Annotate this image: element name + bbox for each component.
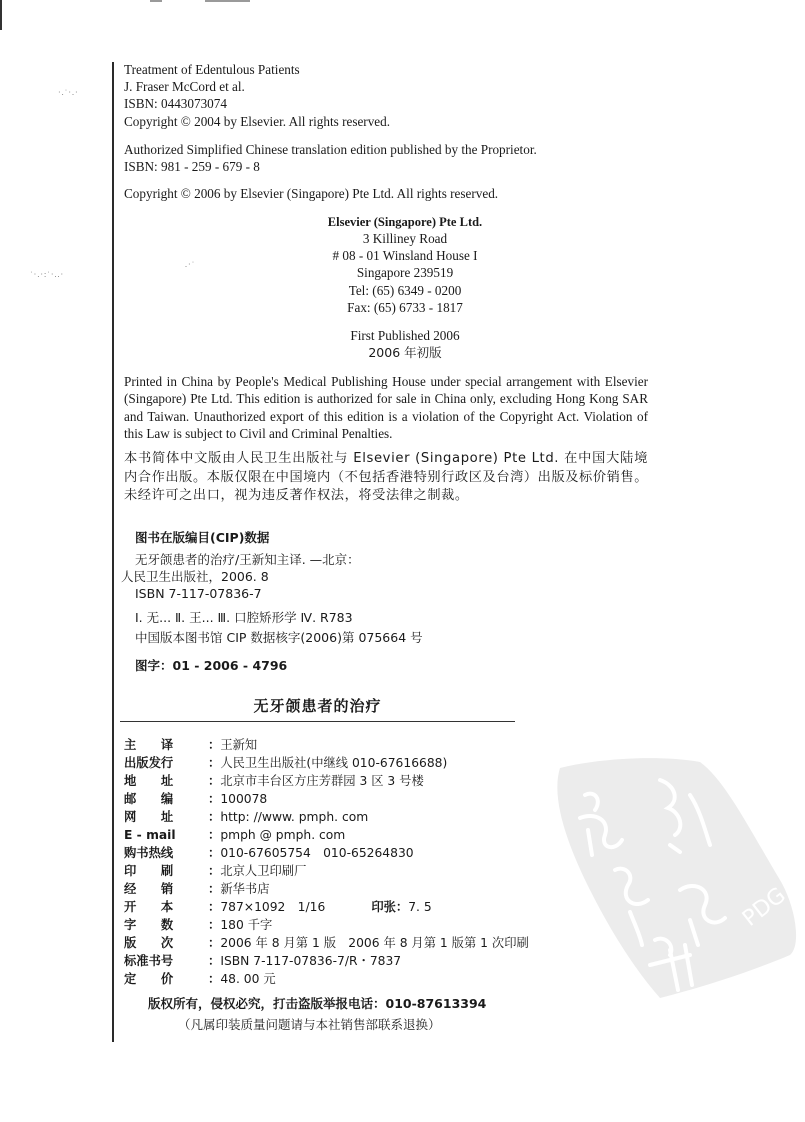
original-isbn: ISBN: 0443073074 bbox=[124, 96, 227, 111]
info-key: 经 销 bbox=[124, 882, 174, 896]
info-key: 网 址 bbox=[124, 810, 174, 824]
info-colon: ： bbox=[208, 864, 221, 878]
info-key: 标准书号 bbox=[124, 954, 174, 968]
info-key: 定 价 bbox=[124, 972, 174, 986]
scan-speckle: .·˙ bbox=[185, 260, 196, 269]
return-notice: （凡属印装质量问题请与本社销售部联系退换） bbox=[178, 1017, 441, 1032]
info-value: 新华书店 bbox=[220, 882, 270, 896]
translation-isbn: ISBN: 981 - 259 - 679 - 8 bbox=[124, 159, 260, 174]
publisher-unit: # 08 - 01 Winsland House I bbox=[332, 248, 478, 263]
publisher-street: 3 Killiney Road bbox=[362, 231, 448, 246]
cip-line-title: 无牙颌患者的治疗/王新知主译. —北京： bbox=[135, 552, 360, 567]
info-row-distributor bbox=[124, 882, 270, 897]
info-key: 主 译 bbox=[124, 738, 174, 752]
info-row-format bbox=[124, 900, 432, 915]
chinese-edition-notice: 本书简体中文版由人民卫生出版社与 Elsevier (Singapore) Pte Ltd. 在中国大陆境内合作出版。本版仅限在中国境内（不包括香港特别行政区及台湾）出版及标价销售。未经许可之出口，视为违反著作权法，将受法律之制裁。 bbox=[124, 451, 648, 504]
info-value: ISBN 7-117-07836-7/R・7837 bbox=[220, 954, 402, 968]
info-key: 地 址 bbox=[124, 774, 174, 788]
book-title: 无牙颌患者的治疗 bbox=[253, 697, 382, 715]
original-author: J. Fraser McCord et al. bbox=[124, 79, 245, 94]
seal-watermark-icon bbox=[540, 740, 805, 1005]
info-key-sheets: 印张 bbox=[371, 900, 396, 914]
info-key: 出版发行 bbox=[124, 756, 174, 770]
website-link[interactable]: http: //www. pmph. com bbox=[220, 810, 369, 824]
info-colon: ： bbox=[208, 900, 221, 914]
info-row-postcode bbox=[124, 792, 267, 807]
info-row-edition bbox=[124, 936, 529, 951]
info-row-website bbox=[124, 810, 368, 825]
info-value: 787×1092 1/16 bbox=[220, 900, 326, 914]
info-value: 2006 年 8 月第 1 版 2006 年 8 月第 1 版第 1 次印刷 bbox=[220, 936, 529, 950]
info-row-price bbox=[124, 972, 276, 987]
info-value: 人民卫生出版社(中继线 010-67616688) bbox=[220, 756, 448, 770]
info-row-publisher bbox=[124, 756, 447, 771]
watermark-pdg-label: PDG bbox=[738, 882, 791, 932]
info-key: 邮 编 bbox=[124, 792, 174, 806]
info-colon: ： bbox=[208, 810, 221, 824]
info-value: 北京人卫印刷厂 bbox=[220, 864, 307, 878]
info-value: 010-67605754 010-65264830 bbox=[220, 846, 414, 860]
page-edge-mark bbox=[0, 0, 2, 30]
info-colon: ： bbox=[208, 846, 221, 860]
publisher-city: Singapore 239519 bbox=[356, 265, 454, 280]
info-colon: ： bbox=[208, 828, 221, 842]
info-key: 开 本 bbox=[124, 900, 174, 914]
first-published-cn: 2006 年初版 bbox=[368, 345, 442, 360]
info-colon: ： bbox=[208, 882, 221, 896]
original-title: Treatment of Edentulous Patients bbox=[124, 62, 300, 77]
info-key: 版 次 bbox=[124, 936, 174, 950]
cip-line-isbn: ISBN 7-117-07836-7 bbox=[135, 586, 262, 601]
info-colon: ： bbox=[208, 792, 221, 806]
publisher-tel: Tel: (65) 6349 - 0200 bbox=[348, 283, 462, 298]
scan-speckle: ·.˙·.· bbox=[58, 88, 79, 97]
info-value: 北京市丰台区方庄芳群园 3 区 3 号楼 bbox=[220, 774, 424, 788]
first-published: First Published 2006 bbox=[350, 328, 460, 343]
info-key: 购书热线 bbox=[124, 846, 174, 860]
info-value: 48. 00 元 bbox=[220, 972, 276, 986]
info-value: 100078 bbox=[220, 792, 268, 806]
cip-registration: 图字：01 - 2006 - 4796 bbox=[135, 658, 288, 673]
publisher-name: Elsevier (Singapore) Pte Ltd. bbox=[327, 215, 483, 229]
info-row-email bbox=[124, 828, 345, 843]
info-colon: ： bbox=[208, 756, 221, 770]
margin-rule bbox=[112, 62, 114, 1042]
info-key: 印 刷 bbox=[124, 864, 174, 878]
info-row-hotline bbox=[124, 846, 414, 861]
info-colon: ： bbox=[208, 774, 221, 788]
cip-line-publisher: 人民卫生出版社，2006. 8 bbox=[121, 569, 269, 584]
info-value-sheets: 7. 5 bbox=[408, 900, 432, 914]
piracy-notice: 版权所有，侵权必究，打击盗版举报电话：010-87613394 bbox=[148, 996, 487, 1011]
info-row-printer bbox=[124, 864, 306, 879]
info-colon: ： bbox=[208, 972, 221, 986]
info-row-word-count bbox=[124, 918, 272, 933]
cip-heading: 图书在版编目(CIP)数据 bbox=[135, 530, 270, 545]
info-row-isbn bbox=[124, 954, 401, 969]
info-colon: ： bbox=[395, 900, 409, 914]
info-row-translator bbox=[124, 738, 257, 753]
cip-line-record: 中国版本图书馆 CIP 数据核字(2006)第 075664 号 bbox=[135, 630, 423, 645]
info-colon: ： bbox=[208, 738, 221, 752]
scan-mark bbox=[205, 0, 250, 2]
info-value: 王新知 bbox=[220, 738, 258, 752]
email-link[interactable]: pmph @ pmph. com bbox=[220, 828, 346, 842]
publisher-fax: Fax: (65) 6733 - 1817 bbox=[347, 300, 463, 315]
translation-copyright: Copyright © 2006 by Elsevier (Singapore) Pte Ltd. All rights reserved. bbox=[124, 186, 499, 201]
scan-mark bbox=[150, 0, 162, 2]
scan-speckle: ˙·.·:˙·..· bbox=[30, 270, 65, 279]
info-key: 字 数 bbox=[124, 918, 174, 932]
info-colon: ： bbox=[208, 954, 221, 968]
original-copyright: Copyright © 2004 by Elsevier. All rights reserved. bbox=[124, 114, 391, 129]
printed-in-china-notice: Printed in China by People's Medical Publishing House under special arrangement with Elsevier (Singapore) Pte Ltd. This edition is authorized for sale in China only, excluding Hong Kong SAR and Taiwan. Unauthorized export of this edition is a violation of the Copyright Act. Violation of this Law is subject to Civil and Criminal Penalties. bbox=[124, 374, 648, 441]
translation-authorization: Authorized Simplified Chinese translation edition published by the Proprietor. bbox=[124, 142, 537, 157]
info-value: 180 千字 bbox=[220, 918, 273, 932]
info-key: E - mail bbox=[124, 828, 176, 842]
info-colon: ： bbox=[208, 936, 221, 950]
title-rule bbox=[120, 721, 515, 722]
cip-line-classification: Ⅰ. 无... Ⅱ. 王... Ⅲ. 口腔矫形学 Ⅳ. R783 bbox=[135, 610, 353, 625]
info-colon: ： bbox=[208, 918, 221, 932]
info-row-address bbox=[124, 774, 424, 789]
